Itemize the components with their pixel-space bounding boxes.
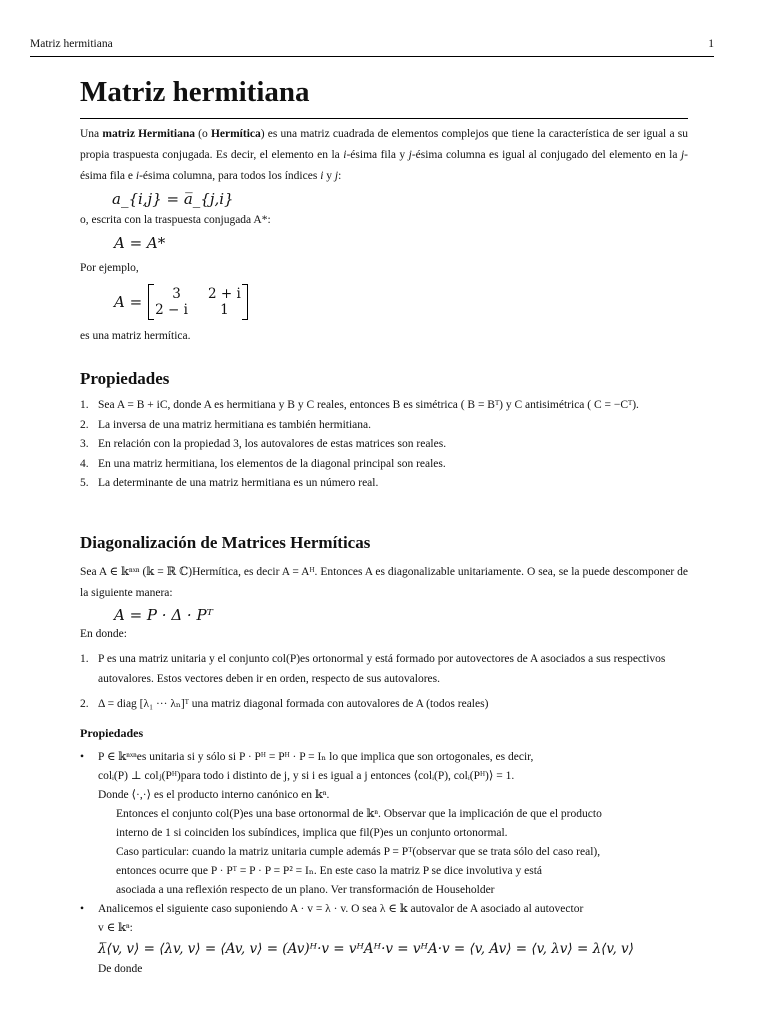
equation-element-conjugate: a_{i,j} = a̅_{j,i} xyxy=(112,190,234,208)
example-matrix xyxy=(148,284,248,320)
section-heading-diagonalizacion: Diagonalización de Matrices Hermíticas xyxy=(80,533,371,552)
matrix-cell: 3 xyxy=(172,286,181,302)
title-rule xyxy=(80,118,688,119)
list-item: • P ∈ 𝕜ⁿˣⁿes unitaria si y sólo si P · Pᴴ = Pᴴ · P = Iₙ lo que implica que son ortogonales, es decir, colᵢ(P) ⊥ colⱼ(Pᴴ)para todo i distinto de j, y si i es igual a j entonces ⟨colᵢ(P), colᵢ(Pᴴ)⟩ = 1. Donde ⟨·,·⟩ es el producto interno canónico en 𝕜ⁿ. Entonces el conjunto col(P)es una base ortonormal de 𝕜ⁿ. Observar que la implicación de que el producto interno de 1 si coinciden los subíndices, implica que fil(P)es un conjunto ortonormal. Caso particular: cuando la matriz unitaria cumple además P = Pᵀ(observar que se trata sólo del caso real), entonces ocurre que P · Pᵀ = P · P = P² = Iₙ. En este caso la matriz P se dice involutiva y está asociada a una reflexión respecto de un plano. Ver transformación de Householder xyxy=(80,751,602,896)
properties-list xyxy=(80,396,688,494)
running-header xyxy=(30,38,714,50)
list-item: 2. La inversa de una matriz hermitiana es también hermitiana. xyxy=(80,418,372,431)
list-item: 4. En una matriz hermitiana, los elementos de la diagonal principal son reales. xyxy=(80,457,446,470)
header-rule xyxy=(30,56,714,57)
equation-eigenvalue-real: λ̅⟨v, v⟩ = ⟨λv, v⟩ = ⟨Av, v⟩ = (Av)ᴴ·v = vᴴAᴴ·v = vᴴA·v = ⟨v, Av⟩ = ⟨v, λv⟩ = λ⟨v, v⟩ xyxy=(98,941,634,957)
subsection-heading-propiedades: Propiedades xyxy=(80,726,144,740)
intro-paragraph-2: o, escrita con la traspuesta conjugada A*: xyxy=(80,214,271,226)
matrix-cell: 2 − i xyxy=(155,302,188,318)
intro-paragraph-4: es una matriz hermítica. xyxy=(80,330,191,342)
diag-list xyxy=(80,650,688,715)
list-item: • Analicemos el siguiente caso suponiendo A · v = λ · v. O sea λ ∈ 𝕜 autovalor de A asociado al autovector v ∈ 𝕜ⁿ: λ̅⟨v, v⟩ = ⟨λv, v⟩ = ⟨Av, v⟩ = (Av)ᴴ·v = vᴴAᴴ·v = vᴴA·v = ⟨v, Av⟩ = ⟨v, λv⟩ = λ⟨v, v⟩ De donde xyxy=(80,900,688,979)
equation-conjugate-transpose: A = A* xyxy=(114,234,166,252)
matrix-cell: 1 xyxy=(220,302,229,318)
section-heading-propiedades: Propiedades xyxy=(80,369,170,388)
intro-paragraph: Una matriz Hermitiana (o Hermítica) es una matriz cuadrada de elementos complejos que tiene la característica de ser igual a su propia traspuesta conjugada. Es decir, el elemento en la i-ésima fila y j-ésima columna es igual al conjugado del elemento en la j-ésima fila e i-ésima columna, para todos los índices i y j: xyxy=(80,128,688,182)
list-item: 1. Sea A = B + iC, donde A es hermitiana y B y C reales, entonces B es simétrica ( B = Bᵀ) y C antisimétrica ( C = −Cᵀ). xyxy=(80,399,639,411)
list-item: 2. Δ = diag [λ₁ ··· λₙ]ᵀ una matriz diagonal formada con autovalores de A (todos reales) xyxy=(80,698,489,710)
matrix-cell: 2 + i xyxy=(207,286,241,302)
diag-paragraph: Sea A ∈ 𝕜ⁿˣⁿ (𝕜 = ℝ ℂ)Hermítica, es decir A = Aᴴ. Entonces A es diagonalizable unitariamente. O sea, se la puede descomponer de la siguiente manera: xyxy=(80,566,688,599)
page-title: Matriz hermitiana xyxy=(80,76,310,108)
diag-en-donde: En donde: xyxy=(80,628,127,640)
intro-paragraph-3: Por ejemplo, xyxy=(80,262,139,274)
example-matrix-equation xyxy=(114,284,248,320)
matrix-lhs: A = xyxy=(114,293,143,311)
equation-decomposition: A = P · Δ · Pᵀ xyxy=(114,606,213,624)
header-title: Matriz hermitiana xyxy=(30,38,113,50)
list-item: 3. En relación con la propiedad 3, los autovalores de estas matrices son reales. xyxy=(80,438,447,450)
list-item: 5. La determinante de una matriz hermitiana es un número real. xyxy=(80,477,379,489)
unitary-properties-list xyxy=(80,748,688,979)
page-number: 1 xyxy=(708,38,714,50)
list-item: 1. P es una matriz unitaria y el conjunto col(P)es ortonormal y está formado por autovectores de A asociados a sus respectivos autovalores. Estos vectores deben ir en orden, respecto de sus autovalores. xyxy=(80,653,666,685)
